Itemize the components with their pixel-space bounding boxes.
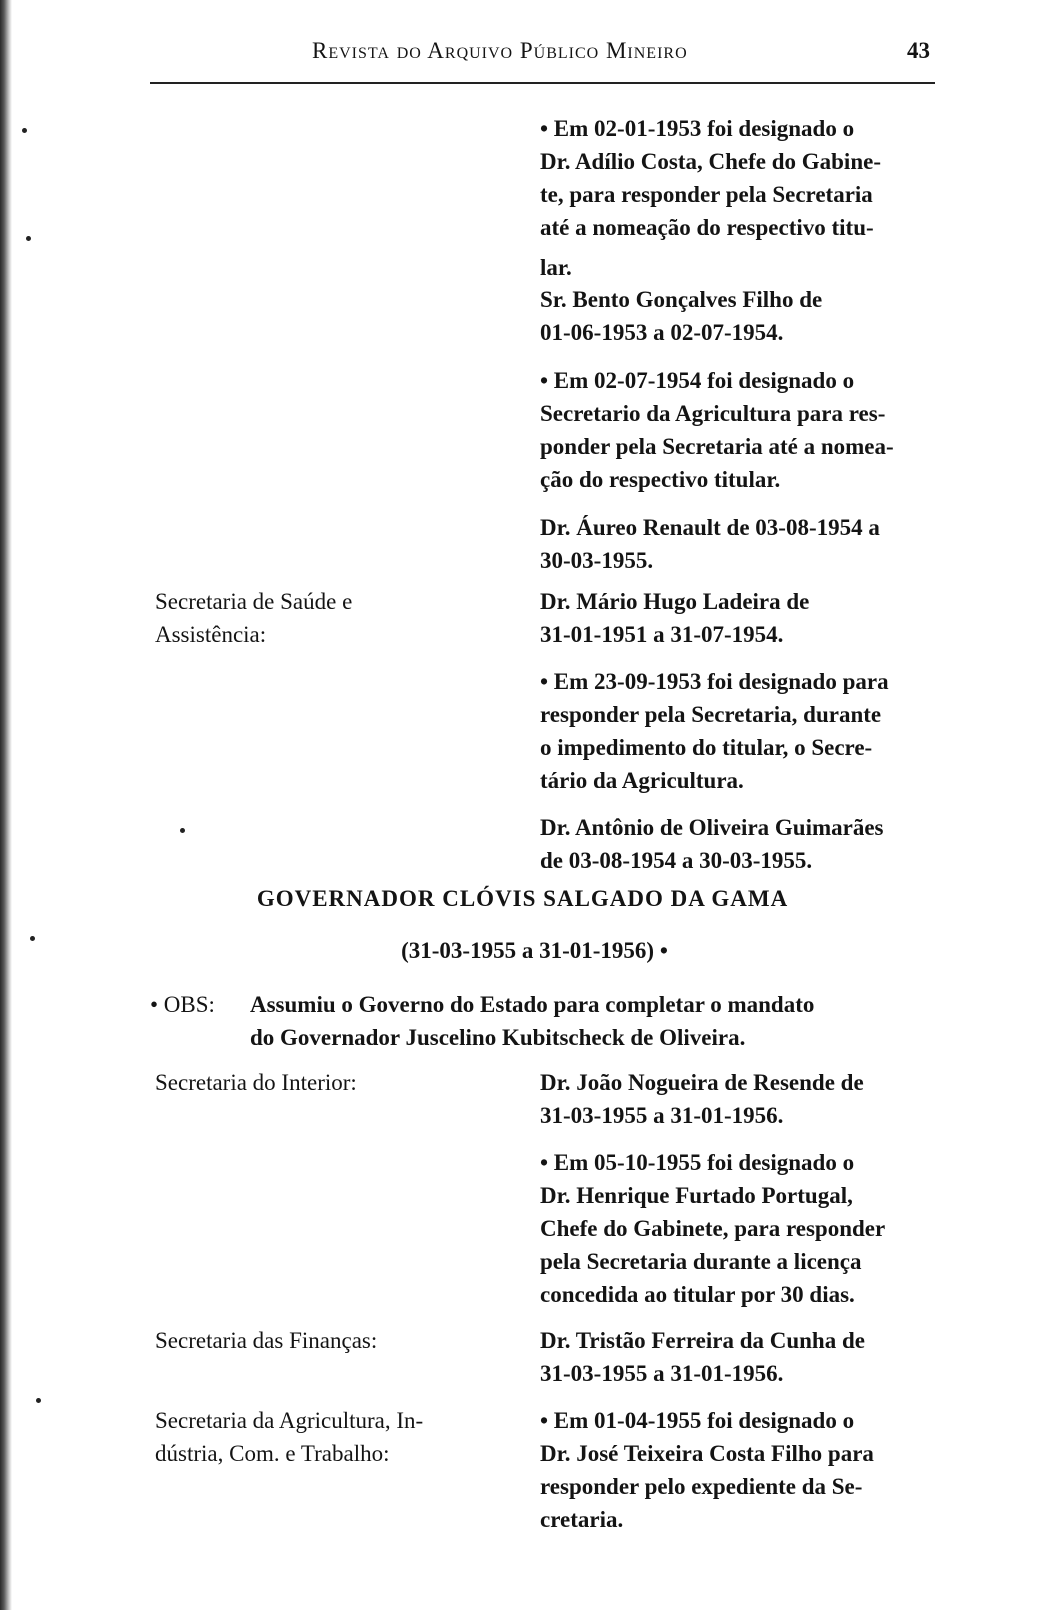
department-label: Secretaria do Interior: [155,1070,357,1095]
department-label: Assistência: [155,622,267,647]
header-rule [150,82,935,84]
text-line: de 03-08-1954 a 30-03-1955. [540,848,813,873]
governor-period: (31-03-1955 a 31-01-1956) • [401,938,668,963]
obs-text-line: Assumiu o Governo do Estado para completar o mandato [250,992,815,1017]
text-line: • Em 05-10-1955 foi designado o [540,1150,855,1175]
text-line: • Em 23-09-1953 foi designado para [540,669,889,694]
scan-speck [26,236,31,241]
running-title: Revista do Arquivo Público Mineiro [312,38,688,63]
text-line: • Em 02-07-1954 foi designado o [540,368,855,393]
binding-edge [0,0,12,1610]
text-line: pela Secretaria durante a licença [540,1249,862,1274]
department-label: Secretaria de Saúde e [155,589,353,614]
text-line: • Em 02-01-1953 foi designado o [540,116,855,141]
text-line: • Em 01-04-1955 foi designado o [540,1408,855,1433]
text-line: 30-03-1955. [540,548,654,573]
text-line: tário da Agricultura. [540,768,744,793]
text-line: responder pela Secretaria, durante [540,702,882,727]
text-line: 31-03-1955 a 31-01-1956. [540,1361,784,1386]
text-line: responder pelo expediente da Se- [540,1474,863,1499]
scan-speck [36,1398,41,1403]
text-line: ção do respectivo titular. [540,467,781,492]
text-line: o impedimento do titular, o Secre- [540,735,873,760]
text-line: até a nomeação do respectivo titu- [540,215,874,240]
page-header [160,38,930,78]
text-line: Secretario da Agricultura para res- [540,401,886,426]
text-line: concedida ao titular por 30 dias. [540,1282,855,1307]
department-label: Secretaria da Agricultura, In- [155,1408,424,1433]
text-line: lar. [540,255,572,280]
governor-title: GOVERNADOR CLÓVIS SALGADO DA GAMA [256,886,789,911]
text-line: Dr. José Teixeira Costa Filho para [540,1441,874,1466]
text-line: Dr. Mário Hugo Ladeira de [540,589,810,614]
text-line: Dr. Tristão Ferreira da Cunha de [540,1328,865,1353]
text-line: Sr. Bento Gonçalves Filho de [540,287,823,312]
scan-speck [180,828,185,833]
text-line: 31-01-1951 a 31-07-1954. [540,622,784,647]
text-line: Dr. Henrique Furtado Portugal, [540,1183,853,1208]
text-line: 31-03-1955 a 31-01-1956. [540,1103,784,1128]
scan-speck [22,128,27,133]
text-line: Dr. João Nogueira de Resende de [540,1070,864,1095]
text-line: Chefe do Gabinete, para responder [540,1216,886,1241]
text-line: Dr. Adílio Costa, Chefe do Gabine- [540,149,881,174]
obs-text-line: do Governador Juscelino Kubitscheck de Oliveira. [250,1025,746,1050]
text-line: Dr. Áureo Renault de 03-08-1954 a [540,515,880,540]
department-label: dústria, Com. e Trabalho: [155,1441,390,1466]
text-line: 01-06-1953 a 02-07-1954. [540,320,784,345]
text-line: te, para responder pela Secretaria [540,182,873,207]
department-label: Secretaria das Finanças: [155,1328,378,1353]
text-line: Dr. Antônio de Oliveira Guimarães [540,815,884,840]
page-number: 43 [907,38,930,63]
text-line: ponder pela Secretaria até a nomea- [540,434,894,459]
text-line: cretaria. [540,1507,624,1532]
obs-label: • OBS: [150,992,215,1017]
obs-note [150,988,940,1058]
